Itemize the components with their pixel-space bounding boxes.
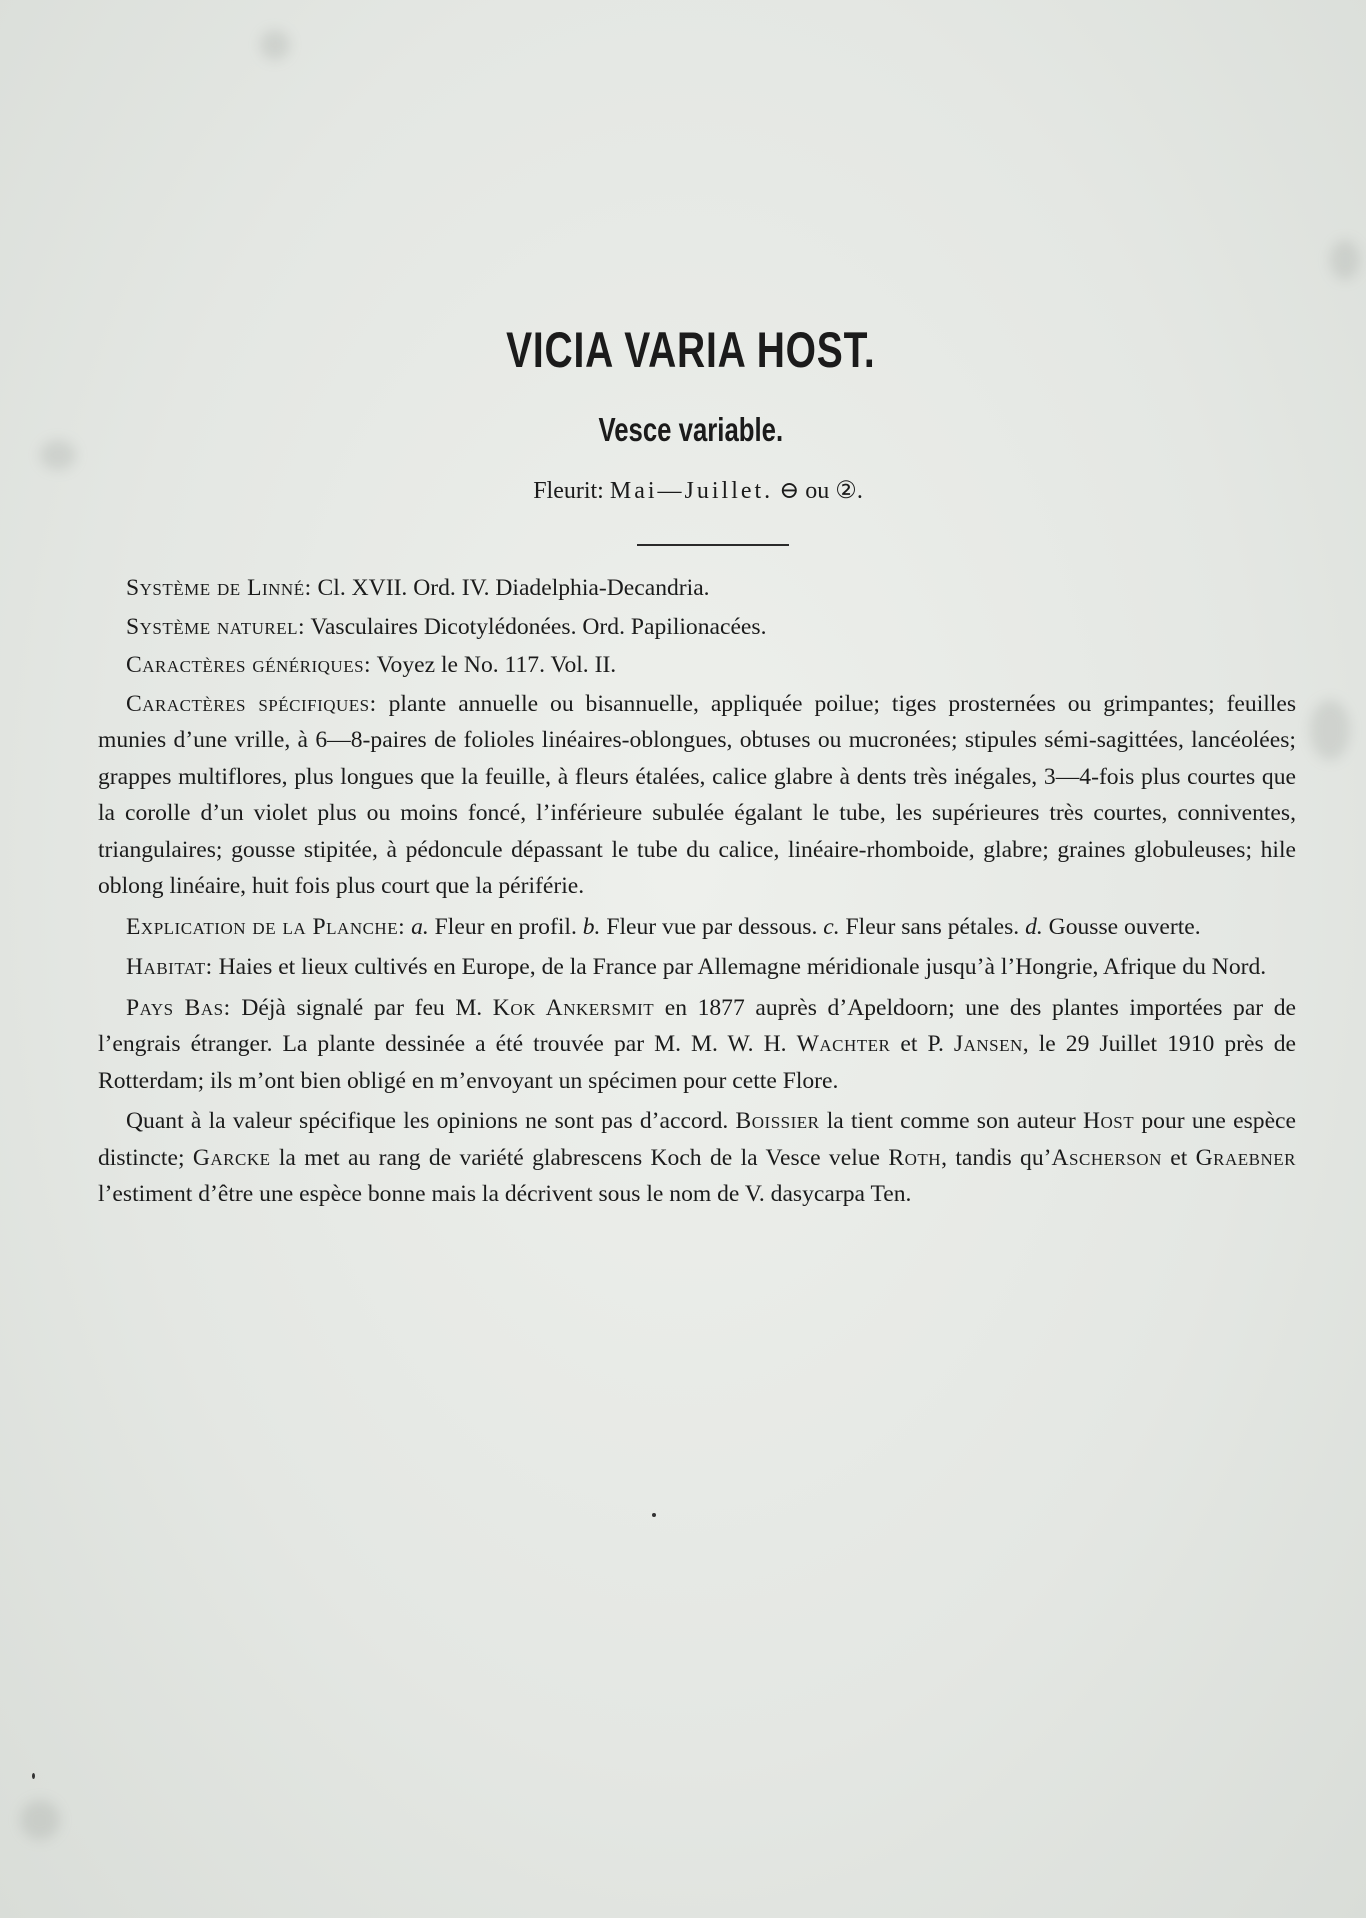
figure-letter: d. — [1025, 913, 1043, 940]
divider-rule — [637, 544, 789, 546]
section-text: Fleur sans pétales. — [839, 913, 1026, 940]
section-pays-bas — [98, 990, 1296, 1100]
figure-letter: c. — [823, 913, 840, 940]
section-text: Déjà signalé par feu M. — [241, 994, 493, 1021]
paper-stain — [1330, 240, 1360, 280]
section-explication-planche — [98, 909, 1296, 946]
section-text: Gousse ouverte. — [1042, 913, 1201, 940]
person-name: Garcke — [192, 1144, 271, 1171]
section-text: Quant à la valeur spécifique les opinions ne sont pas d’accord. — [126, 1108, 736, 1134]
section-text: , tandis qu’ — [941, 1144, 1052, 1171]
ink-dot — [32, 1773, 35, 1779]
section-text: l’estiment d’être une espèce bonne mais la décrivent sous le nom de V. dasycarpa Ten. — [98, 1181, 912, 1207]
person-name: Jansen — [953, 1031, 1023, 1057]
section-label: Habitat: — [126, 954, 213, 980]
section-habitat — [98, 949, 1296, 986]
section-text: Voyez le No. 117. Vol. II. — [371, 652, 617, 678]
flowering-label: Fleurit: — [533, 478, 604, 504]
person-name: Host — [1082, 1108, 1135, 1134]
section-label: Caractères génériques: — [126, 652, 372, 678]
section-text: Haies et lieux cultivés en Europe, de la France par Allemagne méridionale jusqu’à l’Hongrie, Afrique du Nord. — [212, 954, 1267, 980]
heading-block — [0, 320, 1366, 546]
section-text: et P. — [890, 1031, 954, 1057]
flowering-line — [0, 476, 1366, 506]
section-caracteres-specifiques — [98, 686, 1296, 905]
section-valeur-specifique — [98, 1103, 1296, 1213]
person-name: Boissier — [735, 1108, 820, 1134]
description-body — [98, 570, 1296, 1215]
figure-letter: b. — [582, 913, 601, 940]
paper-stain — [260, 30, 290, 60]
flowering-symbols: ⊖ ou ②. — [779, 478, 863, 504]
page-subtitle: Vesce variable. — [598, 411, 784, 448]
page-title: VICIA VARIA HOST. — [506, 322, 876, 378]
person-name: Wachter — [796, 1031, 891, 1057]
section-text: Vasculaires Dicotylédonées. Ord. Papilionacées. — [305, 613, 767, 640]
section-label: Pays Bas: — [126, 994, 231, 1021]
section-label: Système de Linné: — [126, 575, 312, 601]
paper-stain — [1310, 700, 1350, 760]
paper-stain — [20, 1800, 60, 1840]
person-name: Ascherson — [1051, 1144, 1162, 1171]
section-text: plante annuelle ou bisannuelle, appliquée poilue; tiges prosternées ou grimpantes; feuilles munies d’une vrille, à 6—8-paires de folioles linéaires-oblongues, obtuses ou mucronées; stipules sémi-sagittées, lancéolées; grappes multiflores, plus longues que la feuille, à fleurs étalées, calice glabre à dents très inégales, 3—4-fois plus courtes que la corolle d’un violet plus ou moins foncé, l’inférieure subulée égalant le tube, les supérieures très courtes, conniventes, triangulaires; gousse stipitée, à pédoncule dépassant le tube du calice, linéaire-rhomboide, glabre; graines globuleuses; hile oblong linéaire, huit fois plus court que la périférie. — [98, 690, 1297, 899]
section-text: Fleur en profil. — [428, 913, 583, 940]
person-name: Roth — [888, 1144, 942, 1171]
figure-letter: a. — [411, 913, 429, 940]
section-label: Explication de la Planche: — [126, 913, 406, 940]
section-text: pour une espèce distincte; — [98, 1108, 1296, 1171]
section-text: , le 29 Juillet 1910 près de Rotterdam; ils m’ont bien obligé en m’envoyant un spécimen pour cette Flore. — [98, 1031, 1296, 1094]
section-text: en 1877 auprès d’Apeldoorn; une des plantes importées par de l’engrais étranger. La plante dessinée a été trouvée par M. M. W. H. — [98, 994, 1297, 1057]
section-text: Cl. XVII. Ord. IV. Diadelphia-Decandria. — [311, 575, 710, 601]
section-systeme-linne — [98, 570, 1296, 607]
section-text: Fleur vue par dessous. — [600, 913, 824, 940]
section-text: la met au rang de variété glabrescens Koch de la Vesce velue — [270, 1144, 889, 1171]
section-text: et — [1161, 1144, 1196, 1171]
section-label: Système naturel: — [126, 613, 306, 640]
section-caracteres-generiques — [98, 647, 1296, 684]
section-label: Caractères spécifiques: — [126, 690, 377, 717]
flowering-months: Mai—Juillet. — [609, 478, 774, 504]
section-systeme-naturel — [98, 609, 1296, 646]
section-text: la tient comme son auteur — [819, 1108, 1083, 1134]
person-name: Graebner — [1195, 1144, 1296, 1171]
ink-dot — [652, 1513, 656, 1517]
person-name: Kok Ankersmit — [492, 994, 655, 1021]
